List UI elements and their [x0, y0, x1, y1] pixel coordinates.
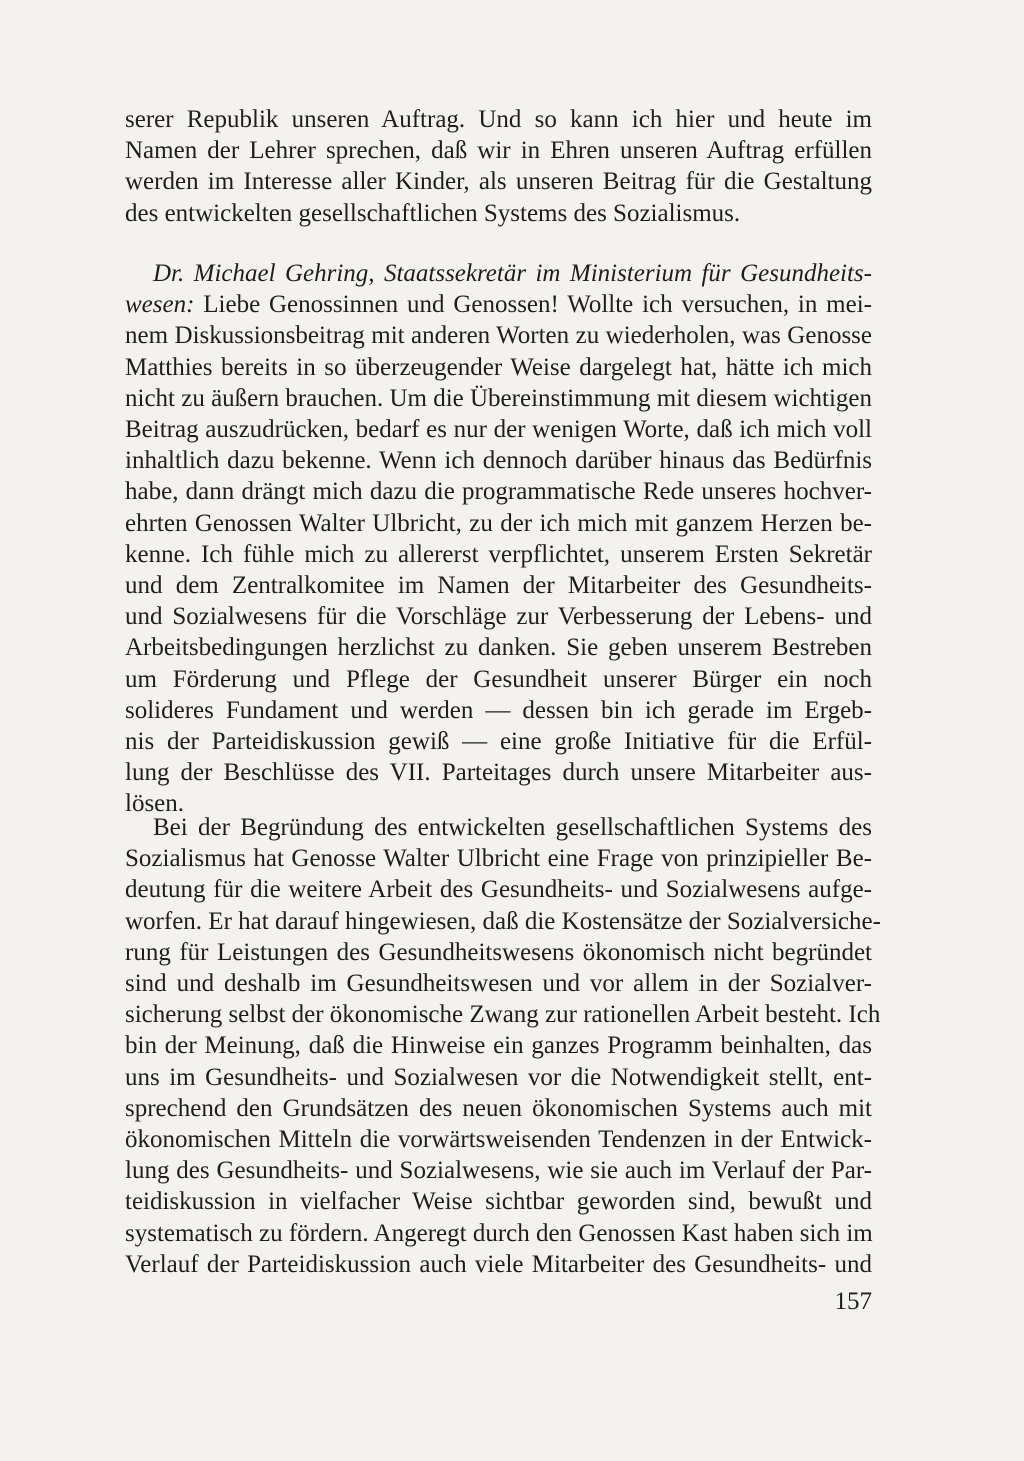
text-line: Bei der Begründung des entwickelten gesellschaftlichen Systems des	[153, 814, 872, 841]
text-line: worfen. Er hat darauf hingewiesen, daß die Kostensätze der Sozialversiche-	[125, 907, 881, 935]
text-line: serer Republik unseren Auftrag. Und so kann ich hier und heute im	[125, 106, 872, 133]
text-fragment: Liebe Genossinnen und Genossen! Wollte ich versuchen, in mei-	[194, 291, 872, 319]
text-line: werden im Interesse aller Kinder, als unseren Beitrag für die Gestaltung	[125, 168, 872, 196]
text-line: lung des Gesundheits- und Sozialwesens, wie sie auch im Verlauf der Par-	[125, 1157, 872, 1185]
text-line: nem Diskussionsbeitrag mit anderen Worten zu wiederholen, was Genosse	[125, 322, 872, 350]
text-line: uns im Gesundheits- und Sozialwesen vor die Notwendigkeit stellt, ent-	[125, 1063, 872, 1091]
text-line: lung der Beschlüsse des VII. Parteitages durch unsere Mitarbeiter aus-	[125, 759, 872, 787]
paragraph-1	[125, 104, 872, 229]
text-line: sicherung selbst der ökonomische Zwang zur rationellen Arbeit besteht. Ich	[125, 1001, 881, 1029]
text-line: Beitrag auszudrücken, bedarf es nur der wenigen Worte, daß ich mich voll	[125, 416, 872, 444]
text-line: nicht zu äußern brauchen. Um die Übereinstimmung mit diesem wichtigen	[125, 384, 873, 412]
text-line: nis der Parteidiskussion gewiß — eine große Initiative für die Erfül-	[125, 728, 872, 756]
text-line: Namen der Lehrer sprechen, daß wir in Ehren unseren Auftrag erfüllen	[125, 137, 872, 165]
text-line: sind und deshalb im Gesundheitswesen und vor allem in der Sozialver-	[125, 970, 872, 998]
text-line: bin der Meinung, daß die Hinweise ein ganzes Programm beinhalten, das	[125, 1032, 872, 1060]
text-line: solideres Fundament und werden — dessen bin ich gerade im Ergeb-	[125, 696, 872, 724]
paragraph-3	[125, 812, 881, 1280]
text-line: kenne. Ich fühle mich zu allererst verpflichtet, unserem Ersten Sekretär	[125, 540, 872, 568]
text-line: ehrten Genossen Walter Ulbricht, zu der ich mich mit ganzem Herzen be-	[125, 509, 872, 537]
text-line: und Sozialwesens für die Vorschläge zur Verbesserung der Lebens- und	[125, 603, 872, 631]
text-line: habe, dann drängt mich dazu die programmatische Rede unseres hochver-	[125, 478, 872, 506]
text-line: sprechend den Grundsätzen des neuen ökonomischen Systems auch mit	[125, 1094, 872, 1122]
text-line: systematisch zu fördern. Angeregt durch den Genossen Kast haben sich im	[125, 1219, 873, 1247]
text-line: deutung für die weitere Arbeit des Gesundheits- und Sozialwesens aufge-	[125, 876, 872, 904]
text-line: Sozialismus hat Genosse Walter Ulbricht eine Frage von prinzipieller Be-	[125, 845, 872, 873]
text-line: teidiskussion in vielfacher Weise sichtbar geworden sind, bewußt und	[125, 1188, 872, 1216]
speaker-heading	[125, 258, 872, 289]
text-line: Verlauf der Parteidiskussion auch viele Mitarbeiter des Gesundheits- und	[125, 1250, 872, 1278]
text-line: inhaltlich dazu bekenne. Wenn ich dennoch darüber hinaus das Bedürfnis	[125, 447, 872, 475]
text-line: lösen.	[125, 790, 185, 818]
text-line: Arbeitsbedingungen herzlichst zu danken. Sie geben unserem Bestreben	[125, 634, 872, 662]
text-line: rung für Leistungen des Gesundheitswesens ökonomisch nicht begründet	[125, 938, 872, 966]
text-line	[125, 289, 872, 320]
page-number: 157	[834, 1288, 872, 1315]
speaker-name: Dr. Michael Gehring, Staatssekretär im Ministerium für Gesundheits-	[153, 260, 872, 287]
text-line: Matthies bereits in so überzeugender Weise dargelegt hat, hätte ich mich	[125, 353, 872, 381]
speaker-name-end: wesen:	[125, 291, 195, 319]
text-line: ökonomischen Mitteln die vorwärtsweisenden Tendenzen in der Entwick-	[125, 1126, 872, 1154]
text-line: um Förderung und Pflege der Gesundheit unserer Bürger ein noch	[125, 665, 872, 693]
paragraph-2	[125, 258, 872, 820]
text-line: des entwickelten gesellschaftlichen Systems des Sozialismus.	[125, 199, 741, 227]
text-line: und dem Zentralkomitee im Namen der Mitarbeiter des Gesundheits-	[125, 572, 872, 600]
